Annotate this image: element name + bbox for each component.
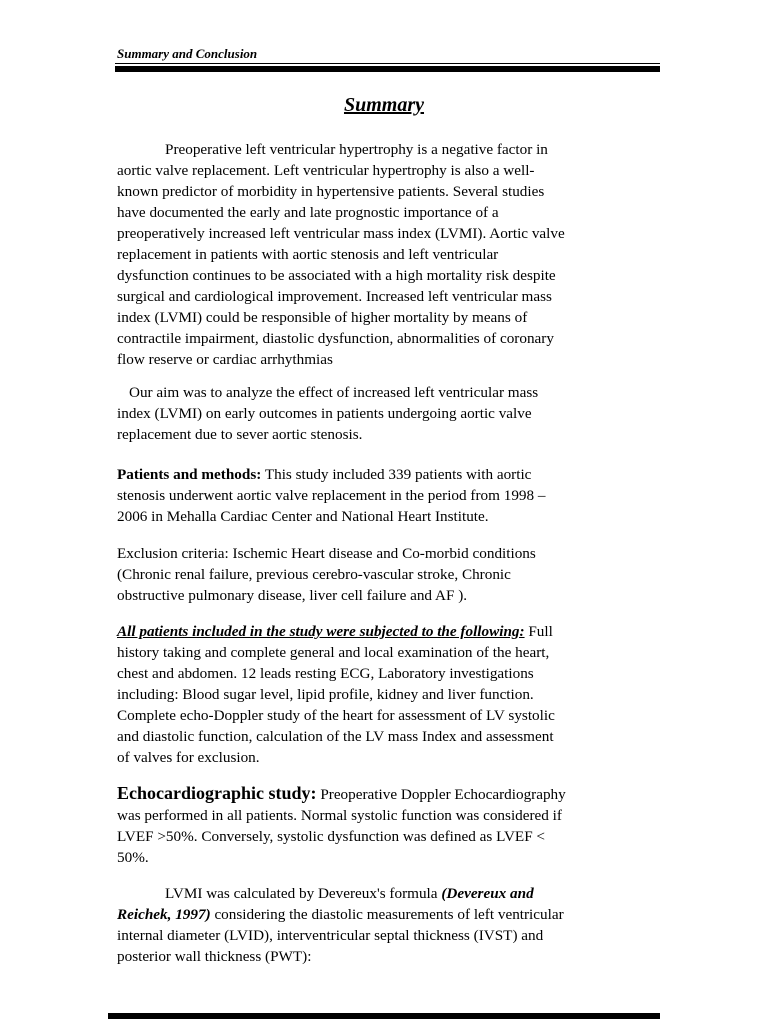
paragraph-line: stenosis underwent aortic valve replacement in the period from 1998 – xyxy=(117,487,546,504)
paragraph-line: including: Blood sugar level, lipid profile, kidney and liver function. xyxy=(117,686,534,703)
paragraph-line: history taking and complete general and local examination of the heart, xyxy=(117,644,550,661)
paragraph-line xyxy=(117,783,657,805)
paragraph-line: surgical and cardiological improvement. Increased left ventricular mass xyxy=(117,288,552,305)
paragraph-line: flow reserve or cardiac arrhythmias xyxy=(117,351,333,368)
paragraph-text: Preoperative Doppler Echocardiography xyxy=(316,786,566,803)
paragraph-line: Complete echo-Doppler study of the heart for assessment of LV systolic xyxy=(117,707,555,724)
paragraph-text: This study included 339 patients with aortic xyxy=(261,466,532,483)
paragraph-line: was performed in all patients. Normal systolic function was considered if xyxy=(117,807,562,824)
paragraph-line: posterior wall thickness (PWT): xyxy=(117,948,312,965)
paragraph-line: (Chronic renal failure, previous cerebro-vascular stroke, Chronic xyxy=(117,566,511,583)
paragraph-text: considering the diastolic measurements of left ventricular xyxy=(210,906,564,923)
paragraph-line: LVEF >50%. Conversely, systolic dysfunction was defined as LVEF < xyxy=(117,828,545,845)
footer-rule xyxy=(108,1013,660,1019)
paragraph-exclusion xyxy=(117,543,657,606)
paragraph-line: index (LVMI) on early outcomes in patients undergoing aortic valve xyxy=(117,405,532,422)
section-lead: Echocardiographic study: xyxy=(117,783,317,803)
paragraph-line: replacement in patients with aortic stenosis and left ventricular xyxy=(117,246,499,263)
page-title: Summary xyxy=(343,94,425,116)
paragraph-line: replacement due to sever aortic stenosis. xyxy=(117,426,363,443)
paragraph-line: contractile impairment, diastolic dysfunction, abnormalities of coronary xyxy=(117,330,554,347)
paragraph-line xyxy=(117,883,657,904)
paragraph-line: of valves for exclusion. xyxy=(117,749,260,766)
paragraph-line: have documented the early and late prognostic importance of a xyxy=(117,204,499,221)
paragraph-line: 2006 in Mehalla Cardiac Center and National Heart Institute. xyxy=(117,508,489,525)
paragraph-line: index (LVMI) could be responsible of higher mortality by means of xyxy=(117,309,528,326)
citation: Reichek, 1997) xyxy=(117,906,211,923)
paragraph-intro xyxy=(117,139,657,370)
section-lead: All patients included in the study were subjected to the following: xyxy=(117,623,525,640)
paragraph-line: known predictor of morbidity in hypertensive patients. Several studies xyxy=(117,183,545,200)
paragraph-text: Full xyxy=(524,623,553,640)
paragraph-line: Our aim was to analyze the effect of increased left ventricular mass xyxy=(129,384,539,401)
paragraph-lvmi xyxy=(117,883,657,967)
paragraph-line: internal diameter (LVID), interventricular septal thickness (IVST) and xyxy=(117,927,544,944)
paragraph-line: Exclusion criteria: Ischemic Heart disease and Co-morbid conditions xyxy=(117,545,536,562)
paragraph-subjected xyxy=(117,621,657,768)
paragraph-echo xyxy=(117,783,657,868)
section-lead: Patients and methods: xyxy=(117,466,262,483)
paragraph-line: and diastolic function, calculation of the LV mass Index and assessment xyxy=(117,728,554,745)
paragraph-patients-methods xyxy=(117,464,657,527)
paragraph-line: chest and abdomen. 12 leads resting ECG, Laboratory investigations xyxy=(117,665,534,682)
paragraph-line: preoperatively increased left ventricular mass index (LVMI). Aortic valve xyxy=(117,225,565,242)
paragraph-line xyxy=(117,904,657,925)
citation: (Devereux and xyxy=(441,885,534,902)
running-header: Summary and Conclusion xyxy=(117,46,258,61)
paragraph-text: LVMI was calculated by Devereux's formula xyxy=(165,885,442,902)
paragraph-line xyxy=(117,621,657,642)
paragraph-line xyxy=(117,464,657,485)
paragraph-line: obstructive pulmonary disease, liver cell failure and AF ). xyxy=(117,587,468,604)
header-rule xyxy=(115,66,660,72)
paragraph-line: dysfunction continues to be associated with a high mortality risk despite xyxy=(117,267,556,284)
paragraph-line: aortic valve replacement. Left ventricular hypertrophy is also a well- xyxy=(117,162,535,179)
paragraph-line: 50%. xyxy=(117,849,149,866)
header-rule-thin xyxy=(115,63,660,64)
paragraph-line: Preoperative left ventricular hypertrophy is a negative factor in xyxy=(165,141,548,158)
paragraph-aim xyxy=(117,382,657,445)
